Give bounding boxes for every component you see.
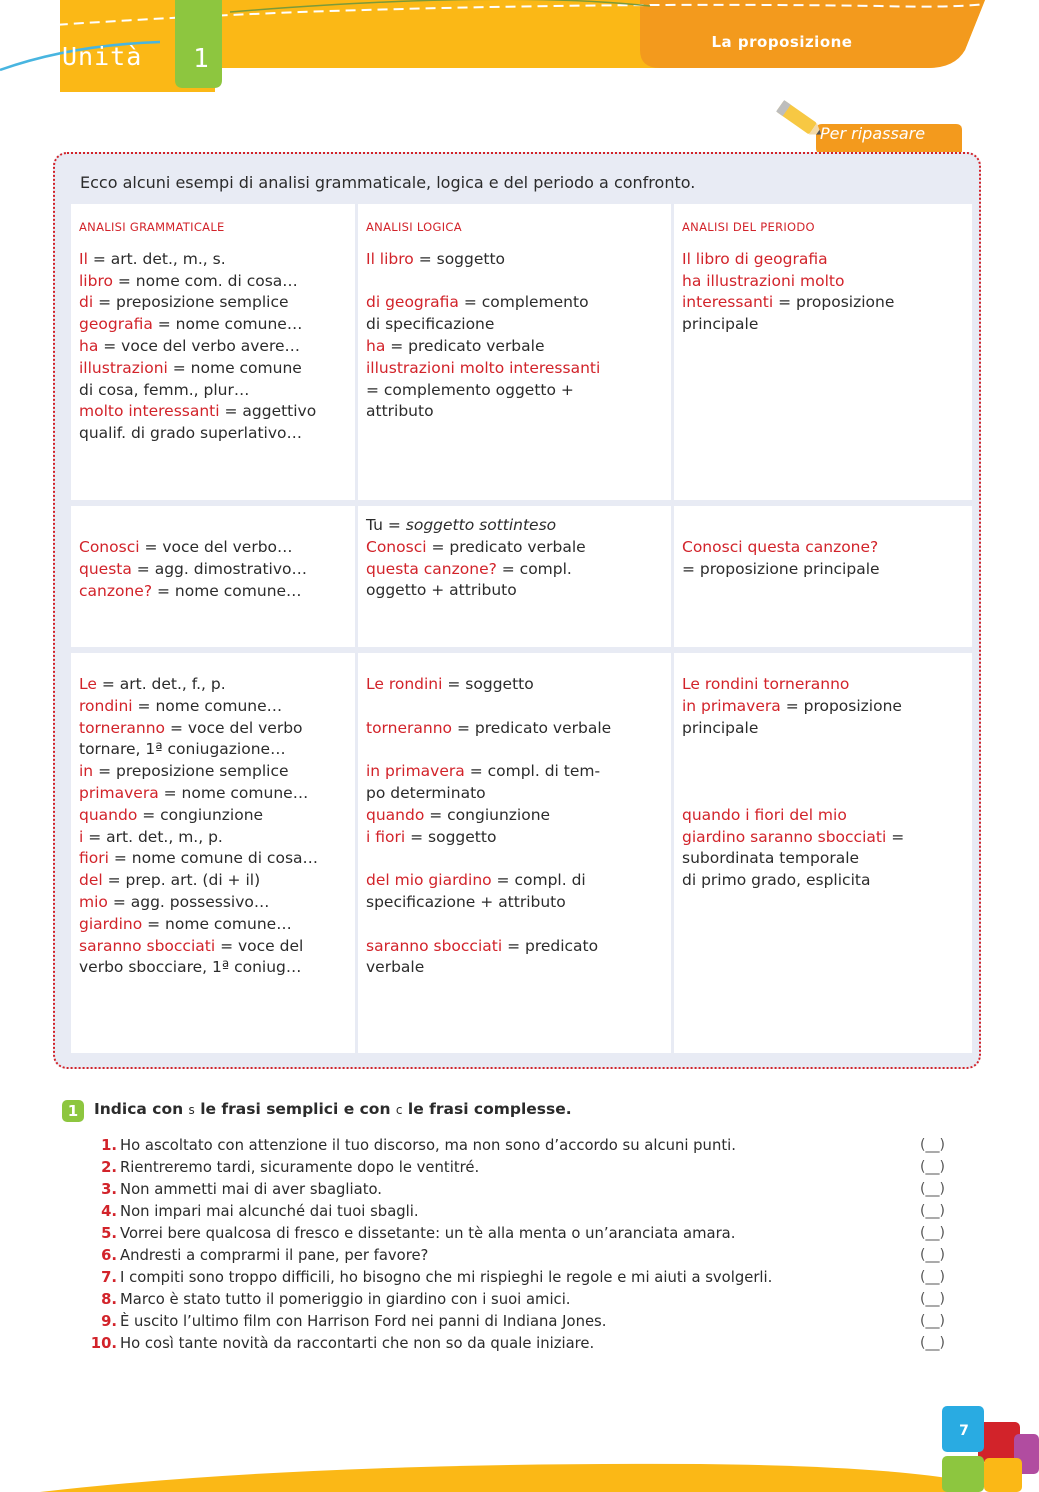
cell-logical-1: ANALISI LOGICA Il libro = soggetto di geografia = complemento di specificazione ha = predicato verbale illustrazioni molto interessanti = complemento oggetto + attributo <box>358 204 671 500</box>
exercise-item: 3. Non ammetti mai di aver sbagliato. (__) <box>101 1181 945 1198</box>
review-intro: Ecco alcuni esempi di analisi grammaticale, logica e del periodo a confronto. <box>80 173 696 192</box>
cell-period-2: Conosci questa canzone? = proposizione principale <box>674 506 972 647</box>
answer-blank[interactable]: (__) <box>920 1225 945 1241</box>
answer-blank[interactable]: (__) <box>920 1203 945 1219</box>
exercise-item: 7. I compiti sono troppo difficili, ho bisogno che mi rispieghi le regole e mi aiuti a svolgerli. (__) <box>101 1269 945 1286</box>
cell-logical-2: Tu = soggetto sottinteso Conosci = predicato verbale questa canzone? = compl. oggetto + attributo <box>358 506 671 647</box>
unit-label: Unità <box>62 42 143 71</box>
cell-logical-3: Le rondini = soggetto torneranno = predicato verbale in primavera = compl. di tem- po determinato quando = congiunzione i fiori = soggetto del mio giardino = compl. di specificazione + attributo saranno sbocciati = predicato verbale <box>358 653 671 1053</box>
cell-grammatical-3: Le = art. det., f., p. rondini = nome comune… torneranno = voce del verbo tornare, 1ª coniugazione… in = preposizione semplice primavera = nome comune… quando = congiunzione i = art. det., m., p. fiori = nome comune di cosa… del = prep. art. (di + il) mio = agg. possessivo… giardino = nome comune… saranno sbocciati = voce del verbo sbocciare, 1ª coniug… <box>71 653 355 1053</box>
answer-blank[interactable]: (__) <box>920 1291 945 1307</box>
column-header-logical: ANALISI LOGICA <box>366 220 462 234</box>
footer-decoration <box>0 1400 1039 1492</box>
section-title: La proposizione <box>711 33 853 51</box>
exercise-item: 1. Ho ascoltato con attenzione il tuo discorso, ma non sono d’accordo su alcuni punti. (__) <box>101 1137 945 1154</box>
exercise-item: 10. Ho così tante novità da raccontarti che non so da quale iniziare. (__) <box>90 1335 945 1352</box>
exercise-item: 6. Andresti a comprarmi il pane, per favore? (__) <box>101 1247 945 1264</box>
exercise-item: 2. Rientreremo tardi, sicuramente dopo le ventitré. (__) <box>101 1159 945 1176</box>
review-label: Per ripassare <box>820 124 926 143</box>
analysis-table <box>71 204 972 1055</box>
exercise-item: 8. Marco è stato tutto il pomeriggio in giardino con i suoi amici. (__) <box>101 1291 945 1308</box>
page-number: 7 <box>959 1423 969 1439</box>
column-header-period: ANALISI DEL PERIODO <box>682 220 815 234</box>
page-header <box>0 0 1039 95</box>
cell-period-1: ANALISI DEL PERIODO Il libro di geografia ha illustrazioni molto interessanti = proposizione principale <box>674 204 972 500</box>
cell-period-3: Le rondini torneranno in primavera = proposizione principale quando i fiori del mio giardino saranno sbocciati = subordinata temporale di primo grado, esplicita <box>674 653 972 1053</box>
answer-blank[interactable]: (__) <box>920 1137 945 1153</box>
answer-blank[interactable]: (__) <box>920 1313 945 1329</box>
exercise-item: 9. È uscito l’ultimo film con Harrison Ford nei panni di Indiana Jones. (__) <box>101 1313 945 1330</box>
answer-blank[interactable]: (__) <box>920 1335 945 1351</box>
unit-number: 1 <box>193 44 209 74</box>
cell-grammatical-2: Conosci = voce del verbo… questa = agg. dimostrativo… canzone? = nome comune… <box>71 506 355 647</box>
column-header-grammatical: ANALISI GRAMMATICALE <box>79 220 225 234</box>
answer-blank[interactable]: (__) <box>920 1181 945 1197</box>
answer-blank[interactable]: (__) <box>920 1159 945 1175</box>
exercise-item: 4. Non impari mai alcunché dai tuoi sbagli. (__) <box>101 1203 945 1220</box>
exercise-instruction: Indica con s le frasi semplici e con c le frasi complesse. <box>94 1100 572 1118</box>
exercise-item: 5. Vorrei bere qualcosa di fresco e dissetante: un tè alla menta o un’aranciata amara. (__) <box>101 1225 945 1242</box>
exercise-number: 1 <box>62 1100 84 1122</box>
answer-blank[interactable]: (__) <box>920 1247 945 1263</box>
cell-grammatical-1: ANALISI GRAMMATICALE Il = art. det., m., s. libro = nome com. di cosa… di = preposizione semplice geografia = nome comune… ha = voce del verbo avere… illustrazioni = nome comune di cosa, femm., plur… molto interessanti = aggettivo qualif. di grado superlativo… <box>71 204 355 500</box>
answer-blank[interactable]: (__) <box>920 1269 945 1285</box>
